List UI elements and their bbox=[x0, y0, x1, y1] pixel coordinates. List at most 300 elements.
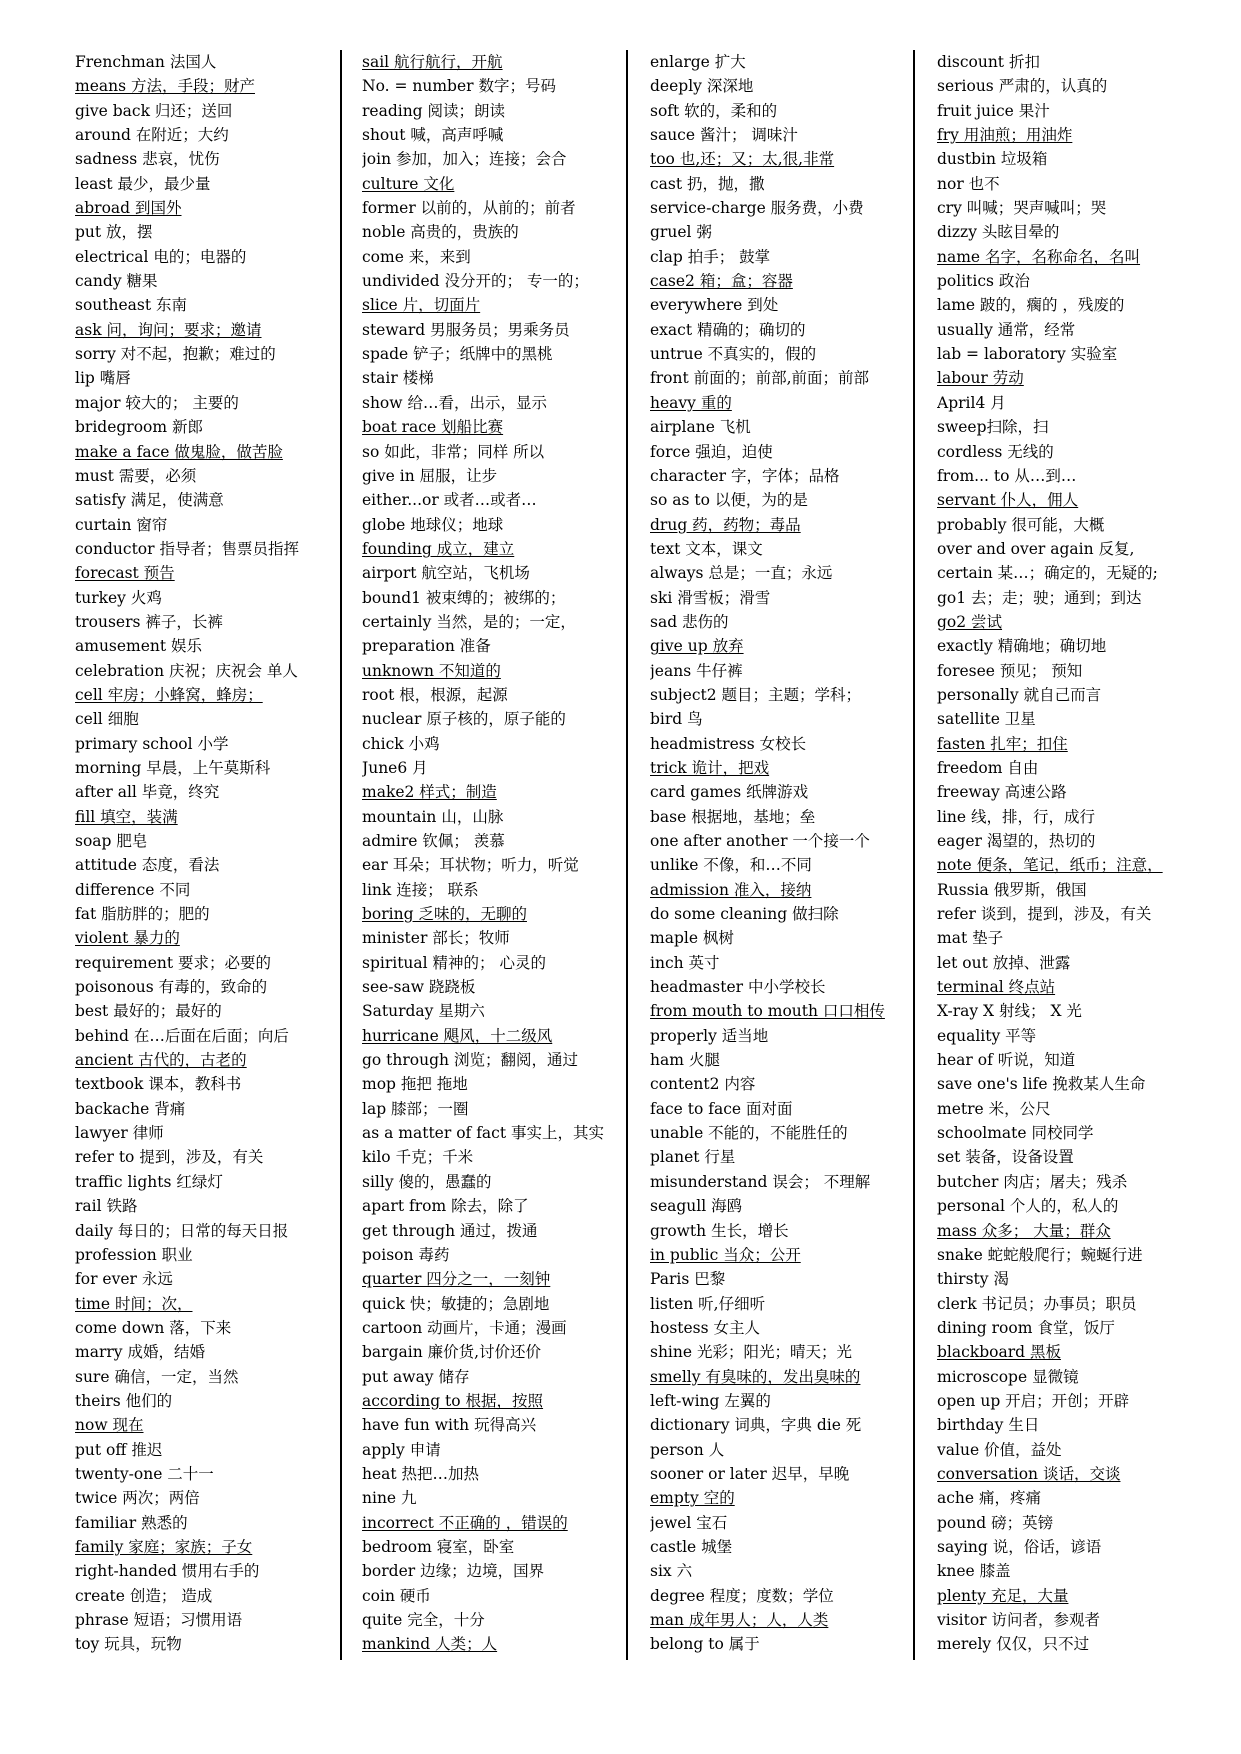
vocab-entry-text: listen 听,仔细听 bbox=[650, 1294, 766, 1313]
vocab-entry-text: blackboard 黑板 bbox=[937, 1343, 1061, 1362]
vocab-entry-text: nine 九 bbox=[362, 1489, 417, 1508]
vocab-entry-text: left-wing 左翼的 bbox=[650, 1391, 771, 1410]
vocab-entry bbox=[75, 342, 337, 366]
vocab-entry-text: give in 屈服，让步 bbox=[362, 466, 498, 485]
vocab-entry-text: border 边缘；边境，国界 bbox=[362, 1562, 545, 1581]
vocab-entry bbox=[362, 488, 624, 512]
vocab-entry bbox=[937, 829, 1199, 853]
vocab-entry-text: snake 蛇蛇般爬行；蜿蜒行进 bbox=[937, 1245, 1143, 1264]
vocab-entry bbox=[650, 50, 912, 74]
vocab-entry bbox=[75, 1340, 337, 1364]
vocab-entry bbox=[75, 780, 337, 804]
vocab-entry bbox=[650, 1438, 912, 1462]
vocab-entry bbox=[75, 366, 337, 390]
vocab-entry bbox=[362, 50, 624, 74]
vocab-entry bbox=[362, 634, 624, 658]
vocab-entry bbox=[937, 975, 1199, 999]
vocab-entry bbox=[362, 1389, 624, 1413]
vocab-entry-text: exactly 精确地；确切地 bbox=[937, 637, 1107, 656]
vocab-entry bbox=[362, 293, 624, 317]
vocab-entry-text: untrue 不真实的，假的 bbox=[650, 345, 817, 364]
vocab-entry-text: base 根据地，基地；垒 bbox=[650, 807, 816, 826]
vocab-entry-text: requirement 要求；必要的 bbox=[75, 953, 272, 972]
vocab-entry-text: character 字，字体；品格 bbox=[650, 466, 840, 485]
vocab-entry bbox=[75, 488, 337, 512]
vocab-entry-text: trick 诡计，把戏 bbox=[650, 758, 770, 777]
vocab-entry-text: shout 喊，高声呼喊 bbox=[362, 126, 504, 145]
vocab-entry-text: thirsty 渴 bbox=[937, 1270, 1009, 1289]
vocab-entry-text: silly 傻的，愚蠢的 bbox=[362, 1172, 492, 1191]
vocab-entry bbox=[362, 1462, 624, 1486]
vocab-entry bbox=[362, 780, 624, 804]
vocab-entry bbox=[75, 1365, 337, 1389]
vocab-entry-text: bedroom 寝室，卧室 bbox=[362, 1537, 515, 1556]
vocab-entry bbox=[650, 951, 912, 975]
vocab-entry bbox=[362, 586, 624, 610]
vocab-entry-text: twice 两次；两倍 bbox=[75, 1489, 200, 1508]
vocab-entry bbox=[75, 610, 337, 634]
vocab-entry-text: from mouth to mouth 口口相传 bbox=[650, 1002, 885, 1021]
vocab-entry bbox=[650, 805, 912, 829]
vocab-entry-text: refer to 提到，涉及，有关 bbox=[75, 1148, 264, 1167]
vocab-entry bbox=[75, 440, 337, 464]
vocab-entry bbox=[75, 975, 337, 999]
vocab-entry bbox=[650, 1121, 912, 1145]
vocab-entry bbox=[650, 1170, 912, 1194]
vocab-entry-text: celebration 庆祝；庆祝会 单人 bbox=[75, 661, 298, 680]
vocab-entry bbox=[362, 683, 624, 707]
vocab-entry-text: Frenchman 法国人 bbox=[75, 53, 217, 71]
vocab-entry bbox=[937, 391, 1199, 415]
vocab-entry-text: birthday 生日 bbox=[937, 1416, 1040, 1435]
vocab-entry bbox=[650, 1511, 912, 1535]
vocab-entry bbox=[362, 1024, 624, 1048]
vocab-entry-text: satisfy 满足，使满意 bbox=[75, 491, 224, 510]
vocab-entry bbox=[650, 902, 912, 926]
vocab-entry bbox=[75, 1194, 337, 1218]
vocab-entry-text: least 最少，最少量 bbox=[75, 174, 211, 193]
vocab-entry bbox=[650, 999, 912, 1023]
vocab-entry bbox=[650, 1097, 912, 1121]
vocab-entry-text: jeans 牛仔裤 bbox=[650, 661, 743, 680]
vocab-entry-text: certain 某…；确定的，无疑的; bbox=[937, 564, 1158, 583]
vocab-entry bbox=[75, 415, 337, 439]
vocab-entry bbox=[75, 683, 337, 707]
vocab-entry bbox=[75, 1267, 337, 1291]
vocab-entry bbox=[650, 756, 912, 780]
vocab-entry bbox=[362, 318, 624, 342]
vocab-entry-text: open up 开启；开创；开辟 bbox=[937, 1391, 1130, 1410]
vocab-entry bbox=[75, 805, 337, 829]
vocab-entry bbox=[937, 1608, 1199, 1632]
vocab-entry bbox=[650, 1292, 912, 1316]
vocab-entry bbox=[362, 99, 624, 123]
vocab-entry bbox=[362, 513, 624, 537]
vocab-entry bbox=[75, 147, 337, 171]
vocab-entry bbox=[650, 1340, 912, 1364]
vocab-entry bbox=[75, 269, 337, 293]
vocab-entry-text: unknown 不知道的 bbox=[362, 661, 501, 680]
vocab-entry bbox=[362, 756, 624, 780]
vocab-entry-text: sorry 对不起，抱歉；难过的 bbox=[75, 345, 276, 364]
vocab-entry-text: phrase 短语；习惯用语 bbox=[75, 1611, 243, 1629]
vocab-entry-text: slice 片，切面片 bbox=[362, 296, 481, 315]
vocab-entry-text: clerk 书记员；办事员；职员 bbox=[937, 1294, 1137, 1313]
vocab-entry bbox=[650, 926, 912, 950]
vocab-entry bbox=[362, 342, 624, 366]
vocab-entry bbox=[75, 1389, 337, 1413]
vocab-entry-text: ski 滑雪板；滑雪 bbox=[650, 588, 771, 607]
vocab-entry bbox=[362, 440, 624, 464]
vocab-entry bbox=[650, 196, 912, 220]
vocab-entry bbox=[650, 1048, 912, 1072]
vocab-entry-text: serious 严肃的，认真的 bbox=[937, 77, 1108, 96]
vocab-entry-text: cartoon 动画片，卡通；漫画 bbox=[362, 1318, 567, 1337]
vocab-entry-text: put 放，摆 bbox=[75, 223, 153, 242]
vocab-entry bbox=[937, 220, 1199, 244]
vocab-entry-text: minister 部长；牧师 bbox=[362, 929, 510, 948]
vocab-entry bbox=[362, 1121, 624, 1145]
vocab-entry bbox=[362, 1243, 624, 1267]
vocab-entry bbox=[650, 464, 912, 488]
vocab-entry bbox=[650, 1462, 912, 1486]
vocab-entry bbox=[362, 147, 624, 171]
vocab-entry-text: violent 暴力的 bbox=[75, 929, 180, 948]
vocab-entry-text: means 方法，手段；财产 bbox=[75, 77, 255, 96]
vocab-entry-text: twenty-one 二十一 bbox=[75, 1464, 214, 1483]
vocab-entry-text: abroad 到国外 bbox=[75, 199, 182, 218]
vocab-entry bbox=[650, 391, 912, 415]
vocab-entry-text: sooner or later 迟早，早晚 bbox=[650, 1464, 850, 1483]
vocab-entry-text: plenty 充足，大量 bbox=[937, 1586, 1069, 1605]
vocab-entry bbox=[650, 853, 912, 877]
vocab-entry-text: forecast 预告 bbox=[75, 564, 175, 583]
vocab-entry-text: so as to 以便，为的是 bbox=[650, 491, 808, 510]
vocab-entry-text: join 参加，加入；连接；会合 bbox=[362, 150, 567, 169]
vocab-entry bbox=[650, 1608, 912, 1632]
vocab-entry-text: incorrect 不正确的 ，错误的 bbox=[362, 1513, 568, 1532]
vocab-entry bbox=[75, 50, 337, 74]
vocab-entry bbox=[75, 1243, 337, 1267]
vocab-entry bbox=[75, 172, 337, 196]
vocab-entry-text: fasten 扎牢；扣住 bbox=[937, 734, 1068, 753]
vocab-entry bbox=[75, 829, 337, 853]
vocab-entry-text: must 需要，必须 bbox=[75, 466, 197, 485]
vocab-entry-text: around 在附近；大约 bbox=[75, 126, 229, 145]
vocab-entry-text: reading 阅读；朗读 bbox=[362, 101, 506, 120]
vocab-entry-text: text 文本，课文 bbox=[650, 539, 763, 558]
vocab-entry bbox=[75, 196, 337, 220]
vocab-entry-text: eager 渴望的，热切的 bbox=[937, 832, 1096, 850]
vocab-entry bbox=[75, 1219, 337, 1243]
vocab-entry bbox=[650, 707, 912, 731]
vocab-entry-text: root 根，根源，起源 bbox=[362, 685, 508, 704]
vocab-entry bbox=[650, 440, 912, 464]
vocab-entry-text: have fun with 玩得高兴 bbox=[362, 1416, 537, 1435]
vocab-entry-text: certainly 当然，是的；一定， bbox=[362, 612, 576, 631]
vocab-entry-text: bridegroom 新郎 bbox=[75, 418, 204, 437]
vocab-entry-text: maple 枫树 bbox=[650, 929, 734, 948]
vocab-entry-text: backache 背痛 bbox=[75, 1099, 186, 1118]
vocab-entry bbox=[650, 123, 912, 147]
vocab-entry bbox=[362, 805, 624, 829]
vocab-entry-text: case2 箱；盒；容器 bbox=[650, 272, 793, 291]
vocab-entry bbox=[650, 147, 912, 171]
vocab-entry bbox=[75, 1462, 337, 1486]
vocab-entry-text: sail 航行航行，开航 bbox=[362, 53, 503, 71]
vocab-entry bbox=[937, 1389, 1199, 1413]
vocab-entry bbox=[362, 902, 624, 926]
vocab-entry bbox=[937, 1511, 1199, 1535]
vocab-entry-text: conversation 谈话，交谈 bbox=[937, 1464, 1121, 1483]
vocab-entry-text: headmaster 中小学校长 bbox=[650, 978, 826, 997]
vocab-entry bbox=[75, 1608, 337, 1632]
vocab-entry-text: preparation 准备 bbox=[362, 637, 491, 656]
vocab-entry-text: value 价值，益处 bbox=[937, 1440, 1062, 1459]
vocab-entry-text: ham 火腿 bbox=[650, 1051, 720, 1070]
vocab-entry-text: refer 谈到，提到，涉及，有关 bbox=[937, 905, 1152, 924]
vocab-entry bbox=[362, 561, 624, 585]
vocab-entry bbox=[362, 659, 624, 683]
vocab-entry bbox=[362, 366, 624, 390]
vocab-entry bbox=[362, 1097, 624, 1121]
vocab-entry-text: always 总是；一直；永远 bbox=[650, 564, 833, 583]
vocab-entry-text: fry 用油煎；用油炸 bbox=[937, 126, 1073, 145]
vocab-entry bbox=[650, 220, 912, 244]
vocab-entry bbox=[362, 1365, 624, 1389]
vocab-entry bbox=[362, 220, 624, 244]
vocab-entry-text: cell 牢房；小蜂窝，蜂房； bbox=[75, 685, 263, 704]
vocab-entry bbox=[937, 147, 1199, 171]
vocab-entry-text: admire 钦佩； 羡慕 bbox=[362, 832, 505, 850]
vocab-entry-text: make2 样式；制造 bbox=[362, 783, 497, 802]
vocab-entry bbox=[362, 853, 624, 877]
vocab-entry bbox=[362, 1194, 624, 1218]
vocab-entry-text: attitude 态度，看法 bbox=[75, 856, 220, 875]
vocab-entry-text: from... to 从…到… bbox=[937, 466, 1077, 485]
vocab-entry bbox=[937, 464, 1199, 488]
vocab-entry-text: mankind 人类；人 bbox=[362, 1635, 498, 1654]
vocab-entry bbox=[75, 1072, 337, 1096]
vocab-entry-text: come 来，来到 bbox=[362, 247, 471, 266]
vocab-entry-text: April4 月 bbox=[937, 393, 1006, 412]
vocab-entry bbox=[937, 537, 1199, 561]
vocab-entry bbox=[362, 1535, 624, 1559]
vocab-entry bbox=[75, 1413, 337, 1437]
vocab-entry bbox=[75, 74, 337, 98]
vocab-entry bbox=[937, 513, 1199, 537]
vocab-entry-text: airplane 飞机 bbox=[650, 418, 751, 437]
vocab-entry bbox=[362, 926, 624, 950]
vocab-entry bbox=[937, 1267, 1199, 1291]
vocab-entry-text: quick 快；敏捷的；急剧地 bbox=[362, 1294, 550, 1313]
vocab-entry-text: empty 空的 bbox=[650, 1489, 735, 1508]
vocab-entry bbox=[650, 659, 912, 683]
vocab-entry-text: quite 完全，十分 bbox=[362, 1611, 485, 1629]
vocab-entry bbox=[937, 1413, 1199, 1437]
vocab-entry bbox=[362, 1413, 624, 1437]
vocab-entry bbox=[362, 415, 624, 439]
vocab-entry bbox=[75, 561, 337, 585]
vocab-entry-text: show 给…看，出示，显示 bbox=[362, 393, 547, 412]
vocab-entry-text: theirs 他们的 bbox=[75, 1391, 173, 1410]
vocab-entry bbox=[75, 586, 337, 610]
vocab-entry-text: apply 申请 bbox=[362, 1440, 441, 1459]
vocab-entry-text: heavy 重的 bbox=[650, 393, 732, 412]
vocab-entry-text: lawyer 律师 bbox=[75, 1124, 164, 1143]
vocab-entry-text: man 成年男人；人，人类 bbox=[650, 1611, 829, 1629]
vocab-entry bbox=[75, 902, 337, 926]
vocab-entry bbox=[937, 683, 1199, 707]
vocab-entry-text: now 现在 bbox=[75, 1416, 144, 1435]
vocab-entry-text: family 家庭；家族；子女 bbox=[75, 1537, 253, 1556]
vocab-entry-text: lab = laboratory 实验室 bbox=[937, 345, 1118, 364]
vocab-entry bbox=[650, 878, 912, 902]
vocab-entry-text: unable 不能的，不能胜任的 bbox=[650, 1124, 848, 1143]
vocab-entry bbox=[650, 975, 912, 999]
vocab-entry bbox=[362, 269, 624, 293]
vocab-entry bbox=[650, 245, 912, 269]
vocab-entry-text: do some cleaning 做扫除 bbox=[650, 905, 839, 924]
vocab-entry bbox=[650, 780, 912, 804]
vocab-entry bbox=[75, 1145, 337, 1169]
vocab-entry bbox=[937, 756, 1199, 780]
vocab-entry-text: note 便条，笔记，纸币；注意， bbox=[937, 856, 1163, 875]
vocab-entry bbox=[937, 293, 1199, 317]
vocab-entry-text: mountain 山，山脉 bbox=[362, 807, 504, 826]
vocab-entry bbox=[937, 342, 1199, 366]
vocab-entry bbox=[362, 1584, 624, 1608]
vocab-entry bbox=[362, 1486, 624, 1510]
vocab-entry bbox=[75, 1535, 337, 1559]
vocab-entry-text: Russia 俄罗斯，俄国 bbox=[937, 880, 1087, 899]
vocab-entry bbox=[650, 488, 912, 512]
vocab-entry-text: cell 细胞 bbox=[75, 710, 139, 729]
vocab-entry bbox=[937, 707, 1199, 731]
vocab-entry bbox=[362, 1316, 624, 1340]
vocab-entry bbox=[362, 172, 624, 196]
vocab-entry-text: service-charge 服务费，小费 bbox=[650, 199, 864, 218]
vocab-entry bbox=[75, 464, 337, 488]
vocab-entry bbox=[650, 586, 912, 610]
vocab-entry bbox=[937, 1048, 1199, 1072]
vocab-entry-text: sure 确信，一定，当然 bbox=[75, 1367, 239, 1386]
vocab-entry bbox=[650, 1267, 912, 1291]
vocab-entry-text: freedom 自由 bbox=[937, 758, 1039, 777]
vocab-entry bbox=[937, 245, 1199, 269]
vocab-entry-text: lap 膝部；一圈 bbox=[362, 1099, 469, 1118]
vocab-entry-text: save one's life 挽救某人生命 bbox=[937, 1075, 1146, 1094]
vocab-entry-text: spade 铲子；纸牌中的黑桃 bbox=[362, 345, 553, 364]
vocab-entry bbox=[362, 537, 624, 561]
vocab-entry bbox=[937, 172, 1199, 196]
vocab-column-3 bbox=[650, 50, 912, 1657]
vocab-entry bbox=[650, 415, 912, 439]
vocab-entry bbox=[650, 1413, 912, 1437]
vocab-entry bbox=[362, 245, 624, 269]
vocab-entry-text: daily 每日的；日常的每天日报 bbox=[75, 1221, 289, 1240]
vocab-entry-text: ancient 古代的，古老的 bbox=[75, 1051, 247, 1070]
vocab-entry bbox=[937, 561, 1199, 585]
vocab-entry bbox=[937, 269, 1199, 293]
vocab-entry-text: sadness 悲哀，忧伤 bbox=[75, 150, 220, 169]
vocab-entry bbox=[75, 1584, 337, 1608]
vocab-entry bbox=[362, 1632, 624, 1656]
vocab-entry-text: saying 说，俗话，谚语 bbox=[937, 1537, 1102, 1556]
vocab-entry-text: put away 储存 bbox=[362, 1367, 470, 1386]
vocab-entry-text: noble 高贵的，贵族的 bbox=[362, 223, 519, 242]
vocab-entry bbox=[75, 926, 337, 950]
vocab-entry-text: cordless 无线的 bbox=[937, 442, 1054, 461]
vocab-entry-text: knee 膝盖 bbox=[937, 1562, 1011, 1581]
vocab-entry-text: sweep扫除，扫 bbox=[937, 418, 1049, 437]
vocab-entry bbox=[937, 366, 1199, 390]
vocab-entry-text: boat race 划船比赛 bbox=[362, 418, 504, 437]
vocab-entry bbox=[650, 1145, 912, 1169]
vocab-entry bbox=[362, 999, 624, 1023]
vocab-entry bbox=[75, 1048, 337, 1072]
vocab-entry bbox=[75, 293, 337, 317]
vocab-entry-text: soap 肥皂 bbox=[75, 832, 148, 850]
vocab-entry-text: belong to 属于 bbox=[650, 1635, 760, 1654]
vocab-entry-text: June6 月 bbox=[362, 758, 428, 777]
vocab-entry-text: face to face 面对面 bbox=[650, 1099, 793, 1118]
vocab-entry bbox=[75, 1121, 337, 1145]
vocab-entry bbox=[937, 610, 1199, 634]
vocab-entry-text: card games 纸牌游戏 bbox=[650, 783, 809, 802]
vocab-column-2 bbox=[362, 50, 624, 1657]
vocab-entry-text: toy 玩具，玩物 bbox=[75, 1635, 182, 1654]
vocab-entry bbox=[937, 878, 1199, 902]
vocab-entry bbox=[650, 1219, 912, 1243]
vocab-entry bbox=[650, 74, 912, 98]
vocab-entry bbox=[75, 1486, 337, 1510]
vocab-entry bbox=[362, 464, 624, 488]
vocab-entry-text: globe 地球仪；地球 bbox=[362, 515, 504, 534]
vocab-entry bbox=[75, 245, 337, 269]
vocab-entry bbox=[650, 99, 912, 123]
vocab-entry bbox=[75, 123, 337, 147]
vocab-entry-text: line 线，排，行，成行 bbox=[937, 807, 1095, 826]
vocab-entry bbox=[650, 537, 912, 561]
vocab-entry-text: spiritual 精神的； 心灵的 bbox=[362, 953, 546, 972]
vocab-entry-text: undivided 没分开的； 专一的； bbox=[362, 272, 589, 291]
vocab-entry-text: steward 男服务员；男乘务员 bbox=[362, 320, 570, 339]
vocab-entry-text: culture 文化 bbox=[362, 174, 455, 193]
vocab-entry bbox=[75, 756, 337, 780]
vocab-column-4 bbox=[937, 50, 1199, 1657]
vocab-entry-text: curtain 窗帘 bbox=[75, 515, 168, 534]
vocab-entry-text: morning 早晨，上午莫斯科 bbox=[75, 758, 271, 777]
vocab-entry-text: Paris 巴黎 bbox=[650, 1270, 726, 1289]
vocab-entry-text: too 也,还；又；太,很,非常 bbox=[650, 150, 835, 169]
vocab-entry-text: visitor 访问者，参观者 bbox=[937, 1611, 1101, 1629]
vocab-entry bbox=[937, 1243, 1199, 1267]
vocab-entry-text: metre 米，公尺 bbox=[937, 1099, 1051, 1118]
vocab-entry-text: link 连接； 联系 bbox=[362, 880, 479, 899]
vocab-entry bbox=[75, 1097, 337, 1121]
vocab-entry-text: nuclear 原子核的，原子能的 bbox=[362, 710, 566, 729]
vocab-entry-text: force 强迫，迫使 bbox=[650, 442, 773, 461]
vocab-entry-text: chick 小鸡 bbox=[362, 734, 440, 753]
column-divider bbox=[626, 50, 628, 1660]
vocab-entry bbox=[650, 1559, 912, 1583]
vocab-entry bbox=[937, 1559, 1199, 1583]
vocab-entry bbox=[937, 415, 1199, 439]
vocab-entry-text: servant 仆人，佣人 bbox=[937, 491, 1079, 510]
vocab-entry-text: conductor 指导者；售票员指挥 bbox=[75, 539, 299, 558]
vocab-entry bbox=[937, 853, 1199, 877]
